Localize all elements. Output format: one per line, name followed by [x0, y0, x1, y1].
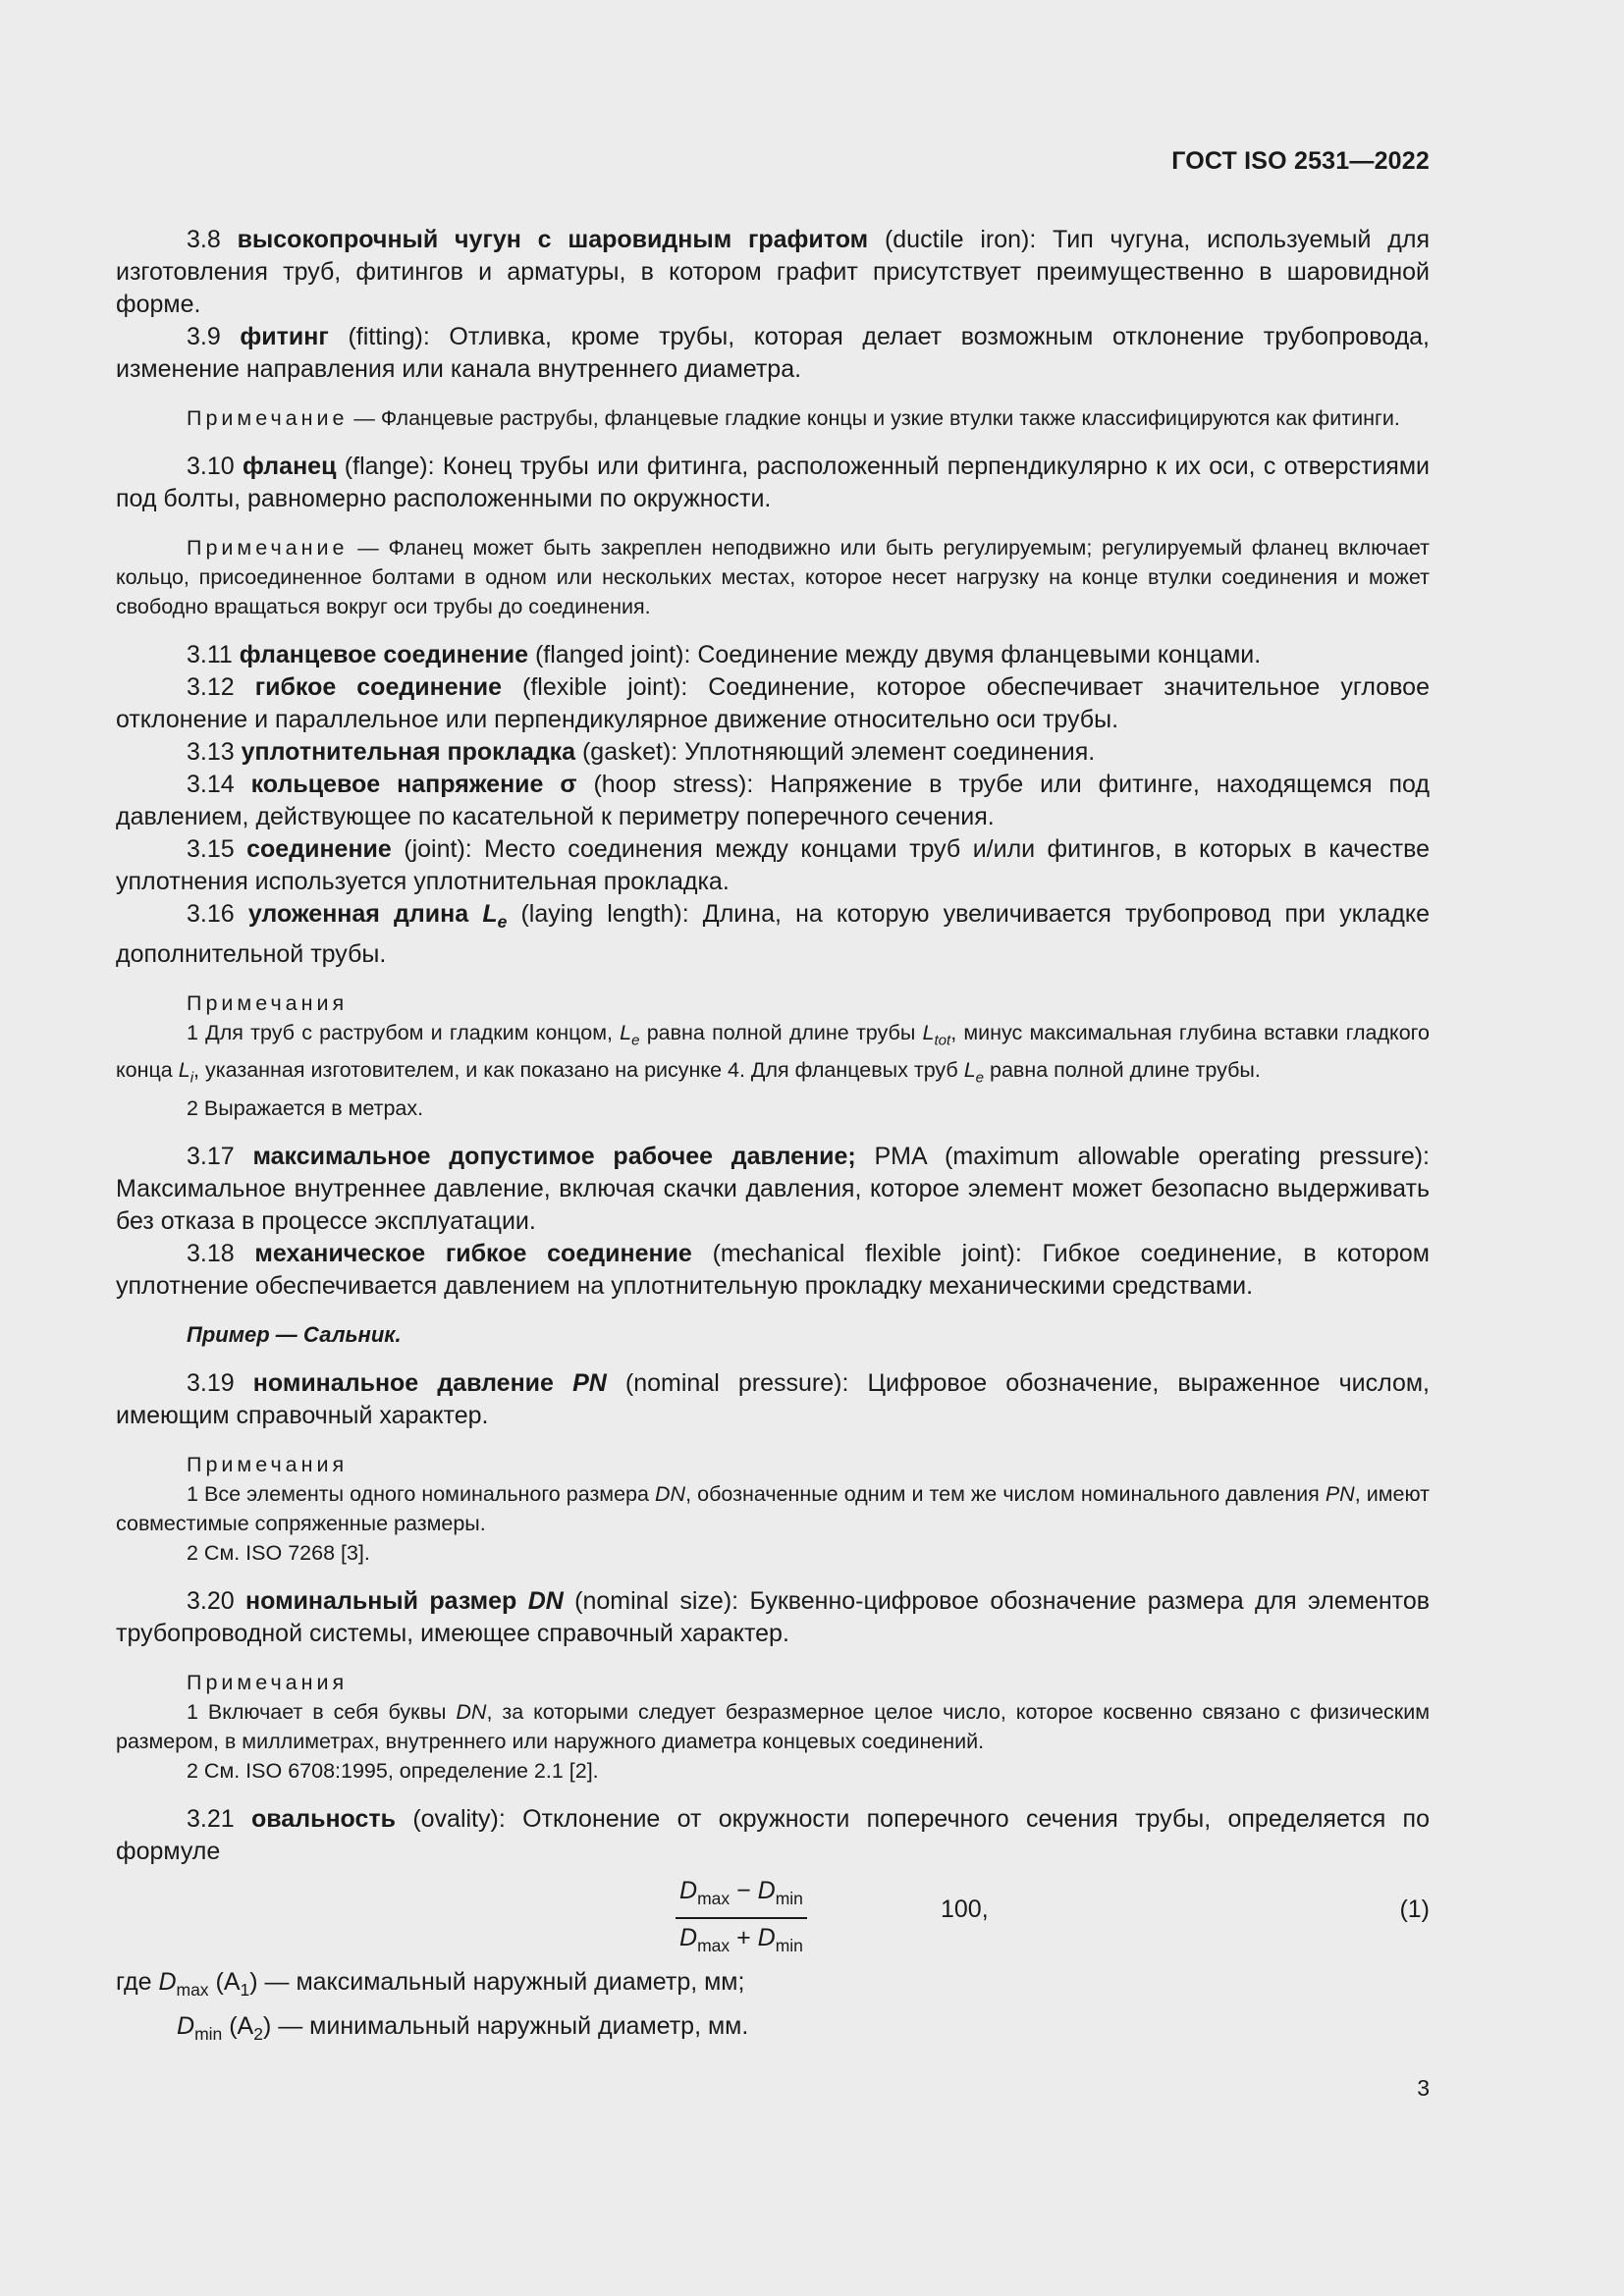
formula-multiplier: 100, — [941, 1895, 989, 1923]
term-title: номинальный размер — [245, 1586, 517, 1615]
term-title: уплотнительная прокладка — [241, 738, 576, 766]
term-3-18: 3.18 механическое гибкое соединение (mechanical flexible joint): Гибкое соединение, в котором уплотнение обеспечивается давлением на уплотнительную прокладку механическими средствами. — [116, 1239, 1430, 1300]
where-line-1: где $D_{max}$ $(A_1)$ — максимальный наружный диаметр, мм; — [116, 1967, 745, 2000]
term-3-13: 3.13 уплотнительная прокладка (gasket): Уплотняющий элемент соединения. — [187, 738, 1096, 766]
where-line-2: $D_{min}$ $(A_2)$ — минимальный наружный диаметр, мм. — [177, 2011, 749, 2044]
term-title: фитинг — [240, 323, 329, 350]
page-content — [116, 224, 1430, 2053]
note-label: Примечание — [187, 536, 349, 560]
note-3-16-1: 1 Для труб с раструбом и гладким концом, $L_e$ равна полной длине трубы $L_{tot}$, минус максимальная глубина вставки гладкого конца $L_i$, указанная изготовителем, и как показано на рисунке 4. Для фланцевых труб $L_e$ равна полной длине трубы. — [116, 1021, 1430, 1087]
note-3-19-2: 2 См. ISO 7268 [3]. — [187, 1540, 370, 1565]
term-3-14: 3.14 кольцевое напряжение σ (hoop stress): Напряжение в трубе или фитинге, находящемся под давлением, действующее по касательной к периметру поперечного сечения. — [116, 771, 1430, 830]
page-number: 3 — [1417, 2075, 1430, 2101]
note-3-9: Примечание — Фланцевые раструбы, фланцевые гладкие концы и узкие втулки также классифицируются как фитинги. — [187, 406, 1400, 430]
ovality-formula — [116, 1870, 1430, 1964]
document-id-header: ГОСТ ISO 2531—2022 — [1171, 147, 1430, 175]
formula-denominator: $D_{max} + D_{min}$ — [679, 1923, 803, 1955]
notes-label: Примечания — [187, 1670, 349, 1694]
term-3-17: 3.17 максимальное допустимое рабочее давление; PMA (maximum allowable operating pressure): Максимальное внутреннее давление, включая скачки давления, которое элемент может безопасно выдерживать без отказа в процессе эксплуатации. — [116, 1142, 1430, 1235]
term-3-12: 3.12 гибкое соединение (flexible joint): Соединение, которое обеспечивает значительное угловое отклонение и параллельное или перпендикулярное движение относительно оси трубы. — [116, 673, 1430, 733]
notes-label: Примечания — [187, 1452, 349, 1476]
note-3-19-1: 1 Все элементы одного номинального размера DN, обозначенные одним и тем же числом номинального давления PN, имеют совместимые сопряженные размеры. — [116, 1481, 1430, 1535]
term-title: номинальное давление — [252, 1368, 554, 1397]
term-title: фланец — [243, 453, 337, 480]
term-3-21: 3.21 овальность (ovality): Отклонение от окружности поперечного сечения трубы, определяется по формуле — [116, 1804, 1430, 1865]
equation-number: (1) — [1399, 1895, 1430, 1923]
term-3-8: 3.8 высокопрочный чугун с шаровидным графитом (ductile iron): Тип чугуна, используемый для изготовления труб, фитингов и арматуры, в котором графит присутствует преимущественно в шаровидной форме. — [116, 226, 1430, 318]
term-title: фланцевое соединение — [239, 641, 529, 668]
example-text: Пример — Сальник. — [187, 1321, 402, 1347]
formula-fraction — [676, 1874, 807, 1962]
term-title: высокопрочный чугун с шаровидным графитом — [237, 226, 869, 253]
term-3-19: 3.19 номинальное давление PN (nominal pressure): Цифровое обозначение, выраженное числом, имеющим справочный характер. — [116, 1368, 1430, 1429]
term-title: соединение — [246, 835, 392, 863]
term-title: уложенная длина — [247, 900, 469, 928]
formula-numerator: $D_{max} - D_{min}$ — [676, 1874, 807, 1919]
note-3-20-2: 2 См. ISO 6708:1995, определение 2.1 [2]. — [187, 1758, 599, 1783]
term-3-10: 3.10 фланец (flange): Конец трубы или фитинга, расположенный перпендикулярно к их оси, с отверстиями под болты, равномерно расположенными по окружности. — [116, 453, 1430, 512]
term-3-9: 3.9 фитинг (fitting): Отливка, кроме трубы, которая делает возможным отклонение трубопровода, изменение направления или канала внутреннего диаметра. — [116, 323, 1431, 383]
note-3-20-1: 1 Включает в себя буквы DN, за которыми следует безразмерное целое число, которое косвенно связано с физическим размером, в миллиметрах, внутреннего или наружного диаметра концевых соединений. — [116, 1699, 1430, 1753]
term-3-20: 3.20 номинальный размер DN (nominal size): Буквенно-цифровое обозначение размера для элементов трубопроводной системы, имеющее справочный характер. — [116, 1586, 1431, 1647]
note-label: Примечание — [187, 406, 349, 430]
term-3-15: 3.15 соединение (joint): Место соединения между концами труб и/или фитингов, в которых в качестве уплотнения используется уплотнительная прокладка. — [116, 835, 1431, 895]
term-3-16: 3.16 уложенная длина $L_e$ (laying length): Длина, на которую увеличивается трубопровод при укладке дополнительной трубы. — [116, 900, 1430, 968]
term-title: овальность — [250, 1804, 397, 1833]
note-3-16-2: 2 Выражается в метрах. — [187, 1095, 424, 1120]
term-title: кольцевое напряжение σ — [250, 771, 577, 798]
notes-label: Примечания — [187, 991, 349, 1015]
term-title: механическое гибкое соединение — [254, 1239, 692, 1267]
term-title: гибкое соединение — [254, 673, 502, 701]
term-title: максимальное допустимое рабочее давление; — [252, 1142, 856, 1170]
note-3-10: Примечание — Фланец может быть закреплен неподвижно или быть регулируемым; регулируемый фланец включает кольцо, присоединенное болтами в одном или нескольких местах, которое несет нагрузку на конце втулки соединения и может свободно вращаться вокруг оси трубы до соединения. — [116, 536, 1430, 618]
term-3-11: 3.11 фланцевое соединение (flanged joint): Соединение между двумя фланцевыми концами. — [187, 641, 1262, 668]
